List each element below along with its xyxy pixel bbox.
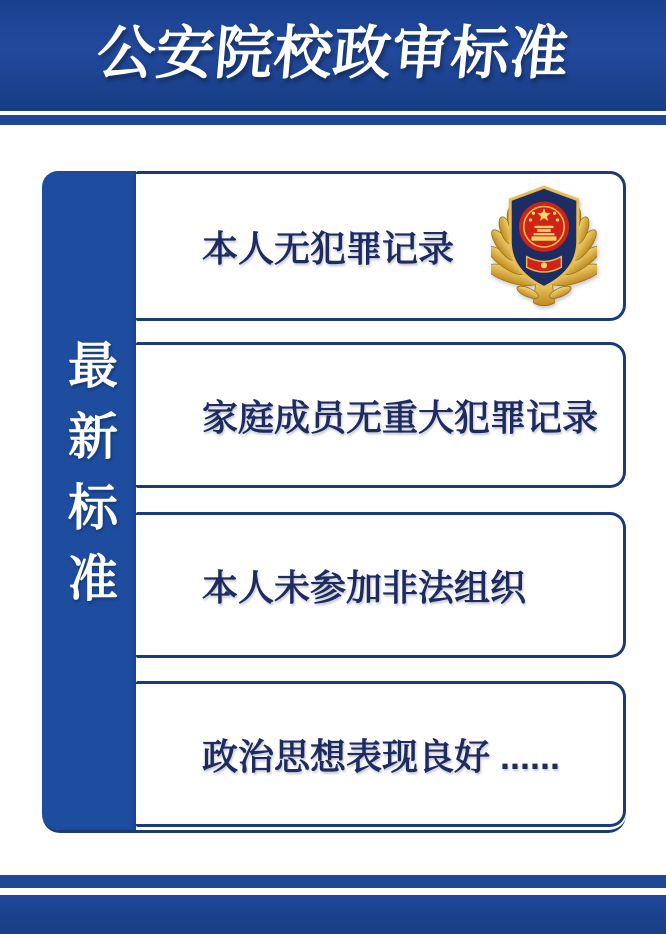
sidebar-label: 最新标准	[61, 338, 117, 623]
standard-text-3: 本人未参加非法组织	[202, 566, 527, 608]
sidebar-latest-standards	[42, 171, 136, 830]
police-badge-icon	[491, 183, 597, 310]
header-banner	[0, 0, 666, 111]
standard-item-4	[136, 681, 626, 827]
header-stripe	[0, 115, 666, 125]
footer-stripe-thin	[0, 875, 666, 888]
standard-text-2: 家庭成员无重大犯罪记录	[202, 396, 599, 438]
footer-stripe-thick	[0, 895, 666, 934]
standard-item-1	[136, 171, 626, 321]
standard-item-3	[136, 512, 626, 658]
standard-item-2	[136, 342, 626, 488]
standards-card	[42, 171, 626, 833]
standard-text-4: 政治思想表现良好 ......	[202, 735, 561, 777]
page-title: 公安院校政审标准	[94, 21, 572, 86]
standard-text-1: 本人无犯罪记录	[202, 227, 455, 269]
